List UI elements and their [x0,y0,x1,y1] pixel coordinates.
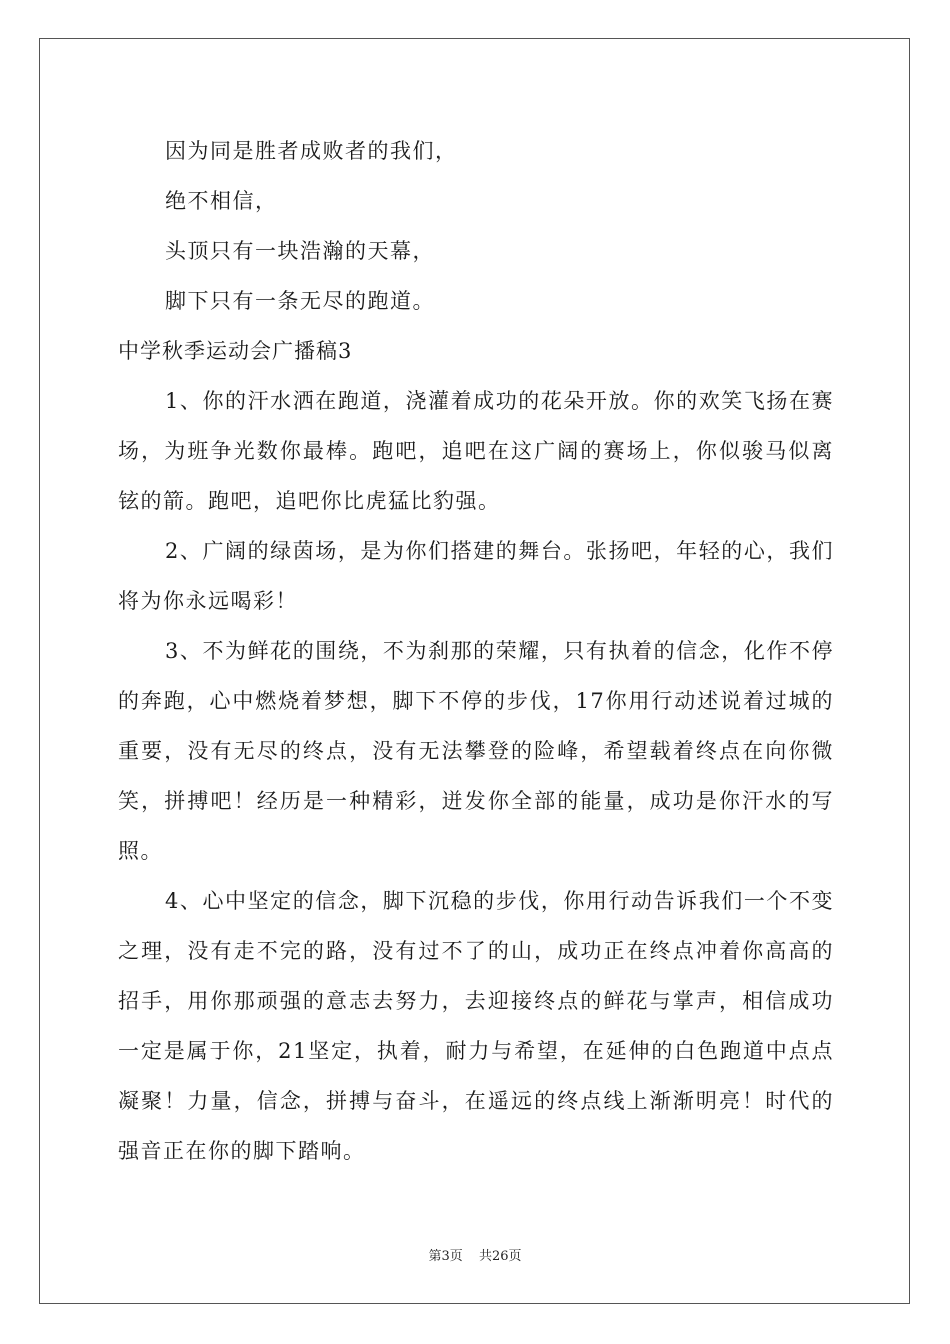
paragraph-1: 1、你的汗水洒在跑道，浇灌着成功的花朵开放。你的欢笑飞扬在赛场，为班争光数你最棒。跑吧，追吧在这广阔的赛场上，你似骏马似离铉的箭。跑吧，追吧你比虎猛比豹强。 [118,389,834,513]
verse-line: 头顶只有一块浩瀚的天幕， [165,239,435,263]
page-number: 第3页 [428,1249,463,1264]
page-total: 共26页 [478,1249,522,1264]
paragraph-4: 4、心中坚定的信念，脚下沉稳的步伐，你用行动告诉我们一个不变之理，没有走不完的路，没有过不了的山，成功正在终点冲着你高高的招手，用你那顽强的意志去努力，去迎接终点的鲜花与掌声，相信成功一定是属于你，21坚定，执着，耐力与希望，在延伸的白色跑道中点点凝聚！力量，信念，拼搏与奋斗，在遥远的终点线上渐渐明亮！时代的强音正在你的脚下踏响。 [118,889,834,1163]
section-heading: 中学秋季运动会广播稿3 [118,339,353,363]
verse-line: 因为同是胜者成败者的我们， [165,139,458,163]
page-footer [0,1245,950,1264]
verse-line: 绝不相信， [165,189,278,213]
document-body [118,126,834,1176]
paragraph-2: 2、广阔的绿茵场，是为你们搭建的舞台。张扬吧，年轻的心，我们将为你永远喝彩！ [118,539,834,613]
verse-line: 脚下只有一条无尽的跑道。 [165,289,435,313]
paragraph-3: 3、不为鲜花的围绕，不为刹那的荣耀，只有执着的信念，化作不停的奔跑，心中燃烧着梦想，脚下不停的步伐，17你用行动述说着过城的重要，没有无尽的终点，没有无法攀登的险峰，希望载着终点在向你微笑，拼搏吧！经历是一种精彩，迸发你全部的能量，成功是你汗水的写照。 [118,639,834,863]
